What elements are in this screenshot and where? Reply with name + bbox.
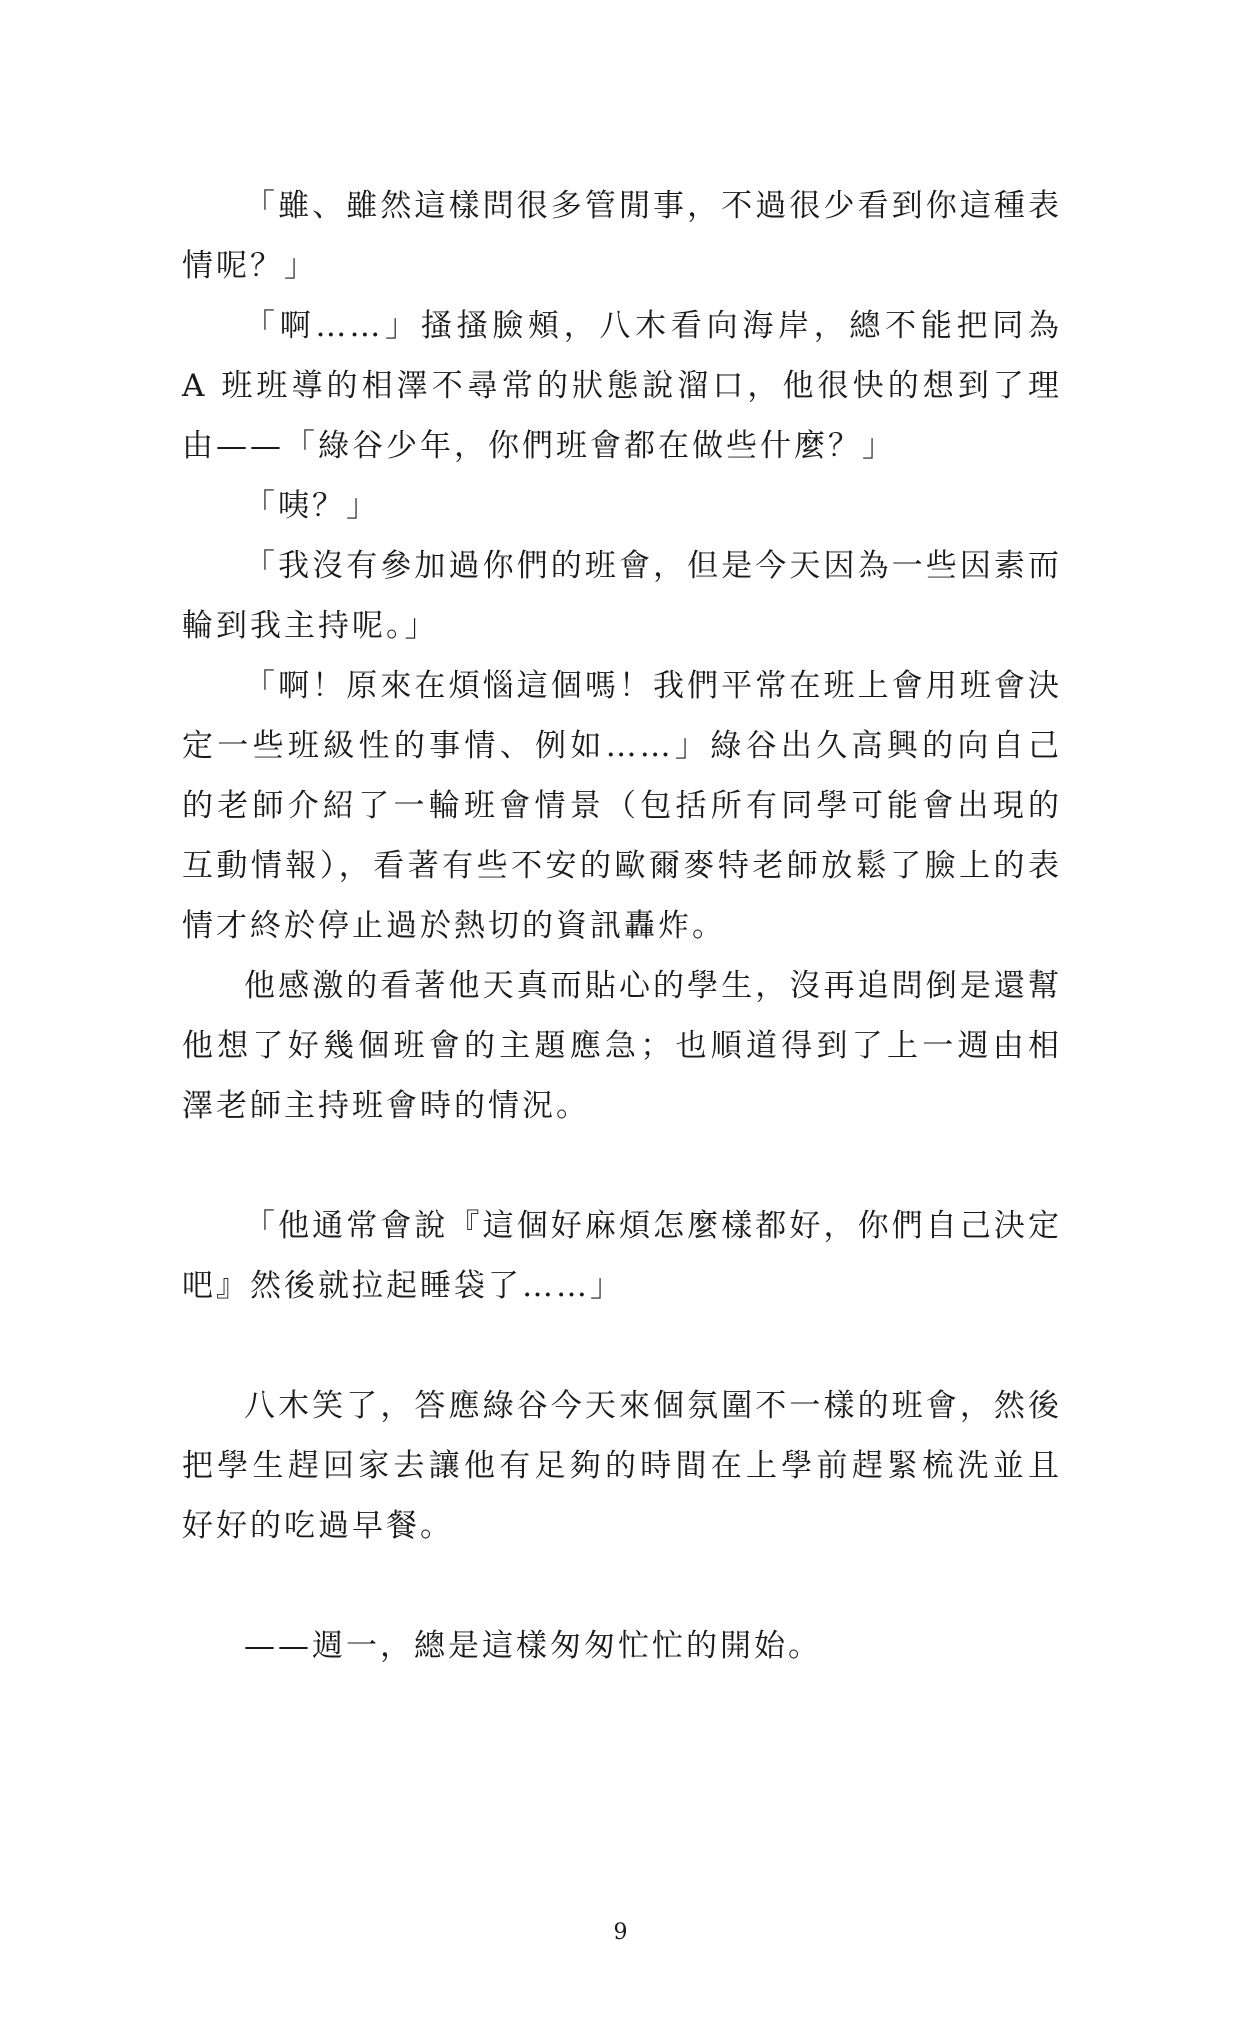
paragraph: ——週一，總是這樣匆匆忙忙的開始。: [244, 1628, 822, 1664]
paragraph: 八木笑了，答應綠谷今天來個氛圍不一樣的班會，然後把學生趕回家去讓他有足夠的時間在上學前趕緊梳洗並且好好的吃過早餐。: [182, 1388, 1062, 1544]
paragraph: 「雖、雖然這樣問很多管閒事，不過很少看到你這種表情呢？」: [182, 188, 1062, 284]
paragraph: 「咦？」: [244, 488, 380, 524]
paragraph: 「啊！原來在煩惱這個嗎！我們平常在班上會用班會決定一些班級性的事情、例如……」綠谷出久高興的向自己的老師介紹了一輪班會情景（包括所有同學可能會出現的互動情報），看著有些不安的歐爾麥特老師放鬆了臉上的表情才終於停止過於熱切的資訊轟炸。: [182, 668, 1062, 944]
paragraph: 「啊……」搔搔臉頰，八木看向海岸，總不能把同為 A 班班導的相澤不尋常的狀態說溜口，他很快的想到了理由——「綠谷少年，你們班會都在做些什麼？」: [182, 308, 1062, 464]
paragraph: 他感激的看著他天真而貼心的學生，沒再追問倒是還幫他想了好幾個班會的主題應急；也順道得到了上一週由相澤老師主持班會時的情況。: [182, 968, 1062, 1124]
page-number: 9: [613, 1920, 628, 1945]
document-body: [182, 176, 1062, 1676]
paragraph: 「我沒有參加過你們的班會，但是今天因為一些因素而輪到我主持呢。」: [182, 548, 1062, 644]
paragraph: 「他通常會說『這個好麻煩怎麼樣都好，你們自己決定吧』然後就拉起睡袋了……」: [182, 1208, 1062, 1304]
